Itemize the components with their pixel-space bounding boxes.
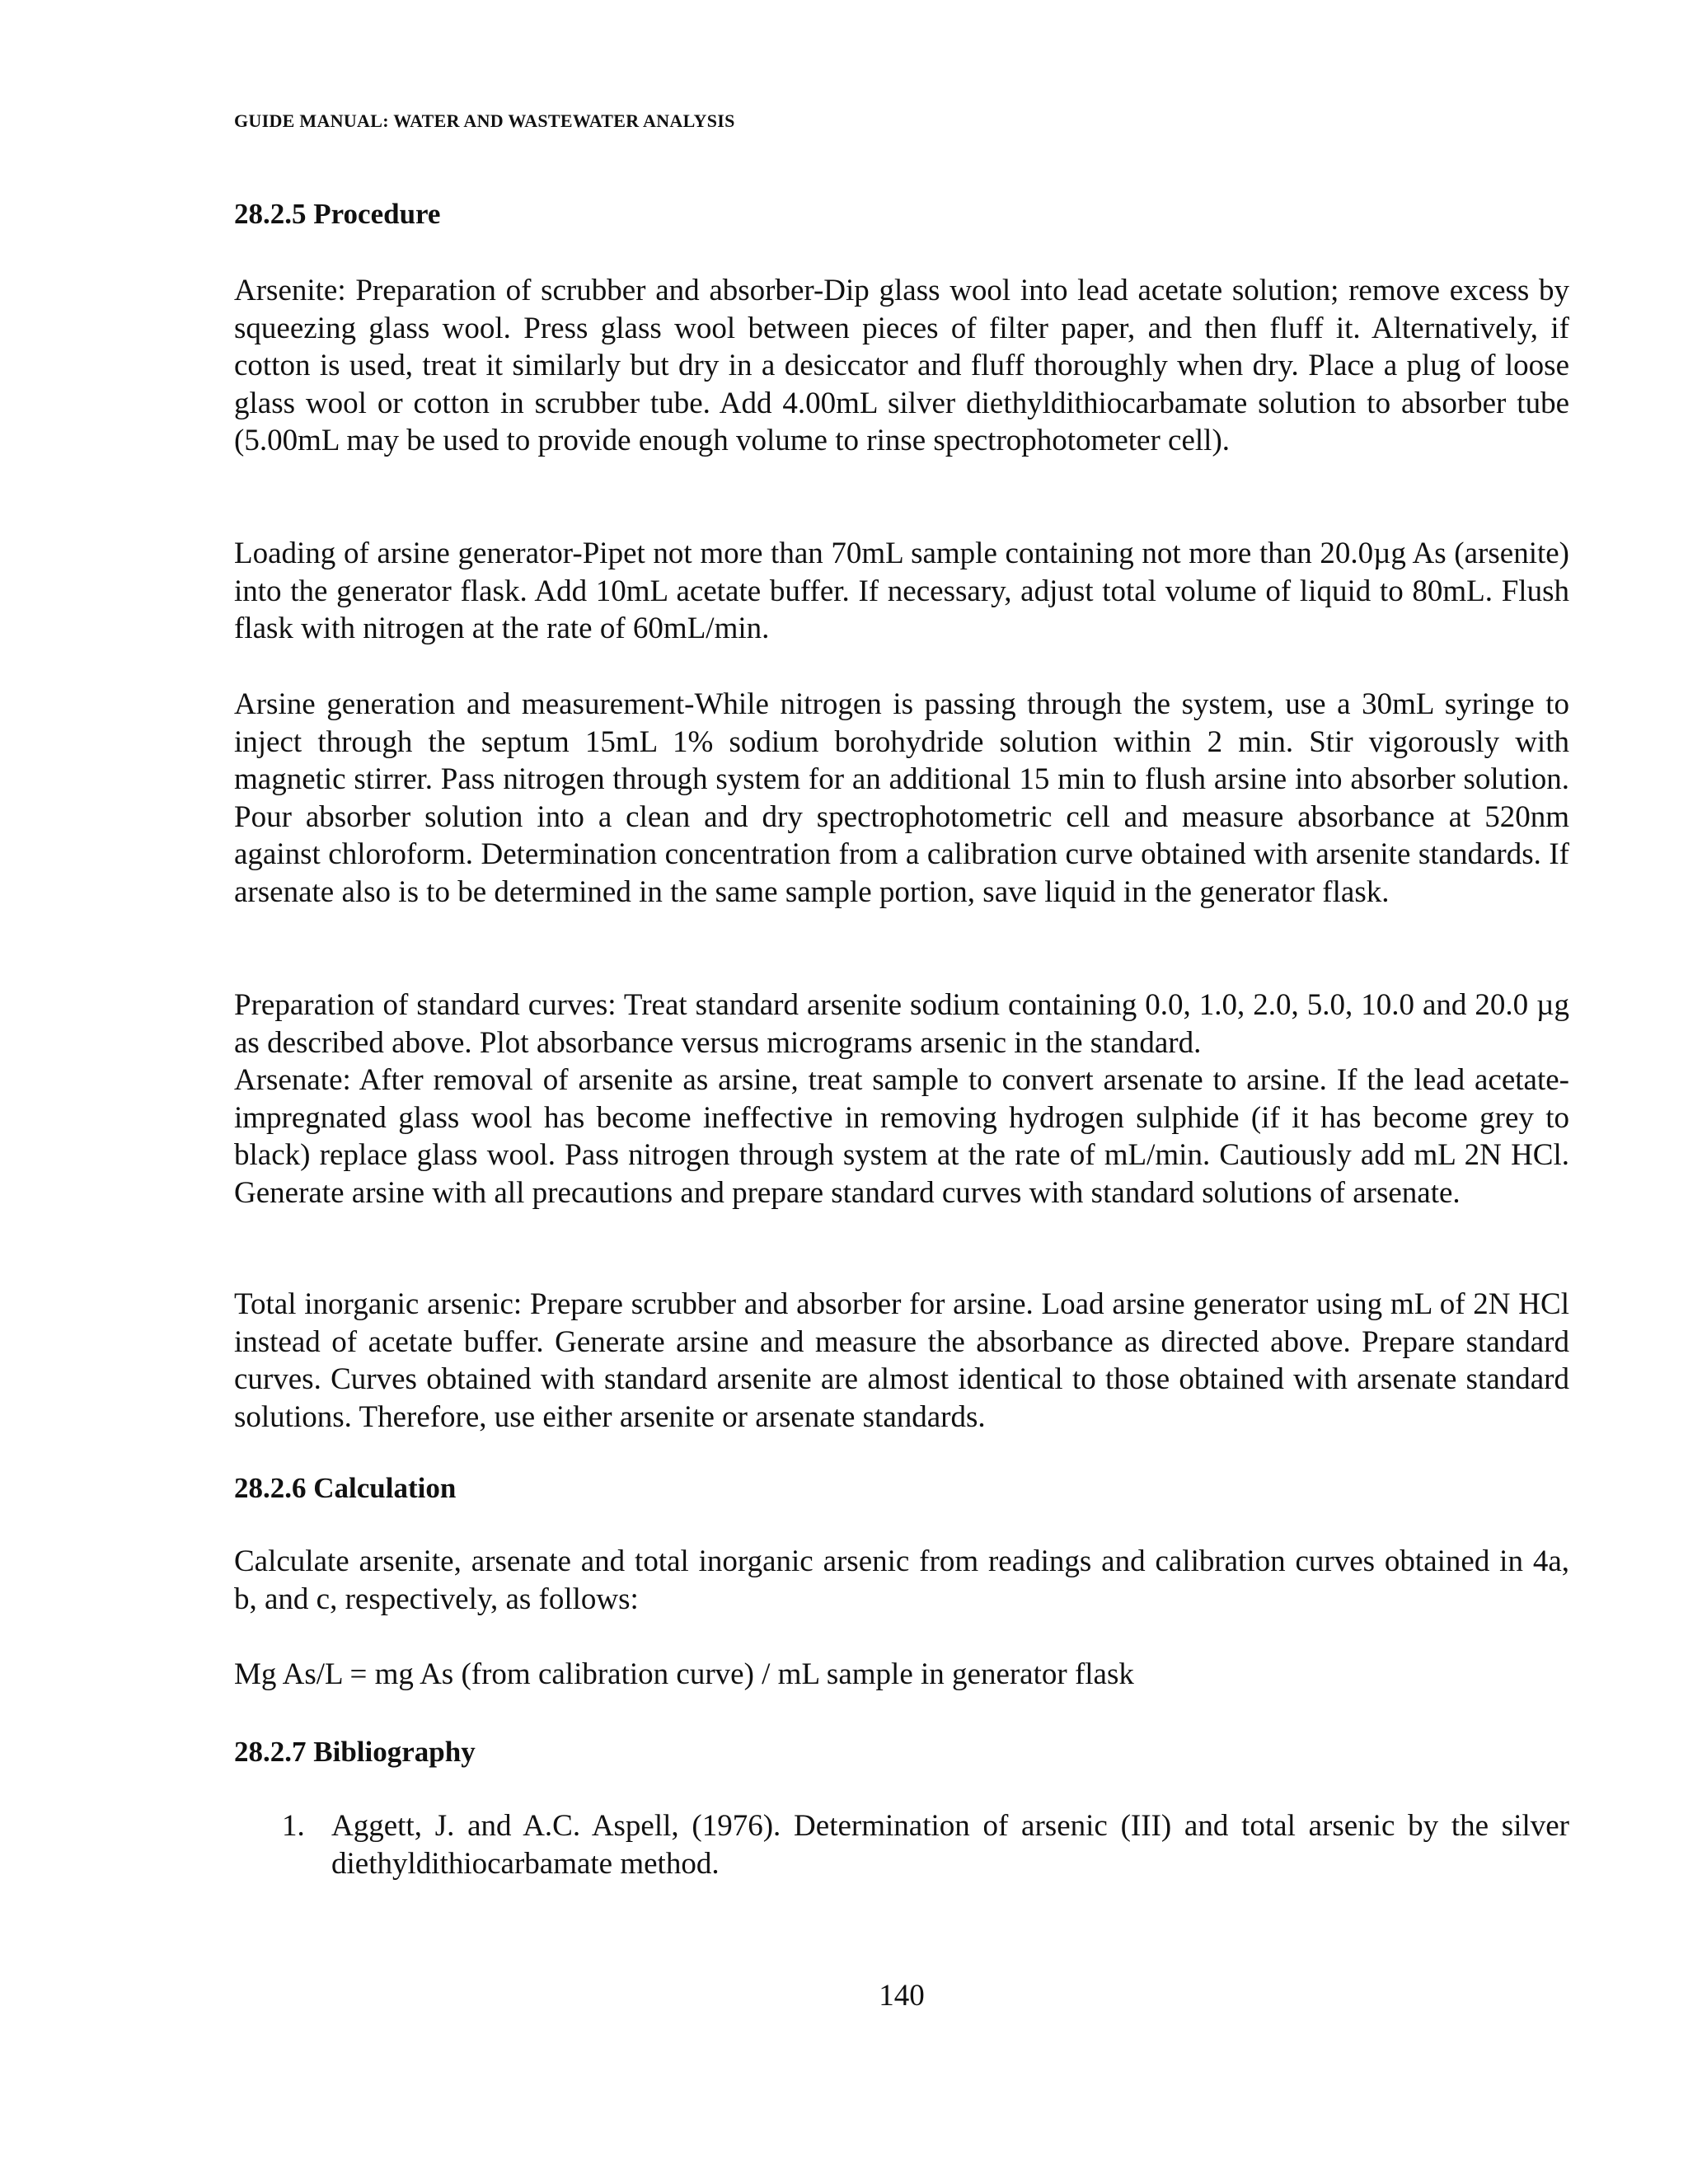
- procedure-paragraph-total-inorganic: Total inorganic arsenic: Prepare scrubber and absorber for arsine. Load arsine generator using mL of 2N HCl instead of acetate buffer. Generate arsine and measure the absorbance as directed above. Prepare standard curves. Curves obtained with standard arsenite are almost identical to those obtained with arsenate standard solutions. Therefore, use either arsenite or arsenate standards.: [234, 1287, 1569, 1434]
- running-header: GUIDE MANUAL: WATER AND WASTEWATER ANALYSIS: [234, 110, 735, 131]
- bibliography-heading: 28.2.7 Bibliography: [234, 1736, 476, 1768]
- procedure-paragraph-standard-curves: Preparation of standard curves: Treat standard arsenite sodium containing 0.0, 1.0, 2.0, 5.0, 10.0 and 20.0 µg as described above. Plot absorbance versus micrograms arsenic in the standard.: [234, 988, 1569, 1060]
- bibliography-item-number: 1.: [282, 1809, 305, 1843]
- procedure-heading: 28.2.5 Procedure: [234, 198, 441, 230]
- bibliography-item-text: Aggett, J. and A.C. Aspell, (1976). Determination of arsenic (III) and total arsenic by the silver diethyldithiocarbamate method.: [331, 1809, 1569, 1881]
- calculation-heading: 28.2.6 Calculation: [234, 1472, 457, 1504]
- calculation-paragraph: Calculate arsenite, arsenate and total inorganic arsenic from readings and calibration curves obtained in 4a, b, and c, respectively, as follows:: [234, 1544, 1569, 1616]
- procedure-paragraph-generation: Arsine generation and measurement-While nitrogen is passing through the system, use a 30mL syringe to inject through the septum 15mL 1% sodium borohydride solution within 2 min. Stir vigorously with magnetic stirrer. Pass nitrogen through system for an additional 15 min to flush arsine into absorber solution. Pour absorber solution into a clean and dry spectrophotometric cell and measure absorbance at 520nm against chloroform. Determination concentration from a calibration curve obtained with arsenite standards. If arsenate also is to be determined in the same sample portion, save liquid in the generator flask.: [234, 687, 1569, 909]
- bibliography-item: [282, 1807, 1569, 1882]
- procedure-paragraph-arsenite: Arsenite: Preparation of scrubber and absorber-Dip glass wool into lead acetate solution; remove excess by squeezing glass wool. Press glass wool between pieces of filter paper, and then fluff it. Alternatively, if cotton is used, treat it similarly but dry in a desiccator and fluff thoroughly when dry. Place a plug of loose glass wool or cotton in scrubber tube. Add 4.00mL silver diethyldithiocarbamate solution to absorber tube (5.00mL may be used to provide enough volume to rinse spectrophotometer cell).: [234, 274, 1569, 458]
- procedure-paragraph-arsenate: Arsenate: After removal of arsenite as arsine, treat sample to convert arsenate to arsine. If the lead acetate-impregnated glass wool has become ineffective in removing hydrogen sulphide (if it has become grey to black) replace glass wool. Pass nitrogen through system at the rate of mL/min. Cautiously add mL 2N HCl. Generate arsine with all precautions and prepare standard curves with standard solutions of arsenate.: [234, 1063, 1569, 1210]
- procedure-paragraph-loading: Loading of arsine generator-Pipet not more than 70mL sample containing not more than 20.0µg As (arsenite) into the generator flask. Add 10mL acetate buffer. If necessary, adjust total volume of liquid to 80mL. Flush flask with nitrogen at the rate of 60mL/min.: [234, 537, 1569, 646]
- page-number: 140: [879, 1979, 925, 2013]
- calculation-formula: Mg As/L = mg As (from calibration curve) / mL sample in generator flask: [234, 1657, 1134, 1691]
